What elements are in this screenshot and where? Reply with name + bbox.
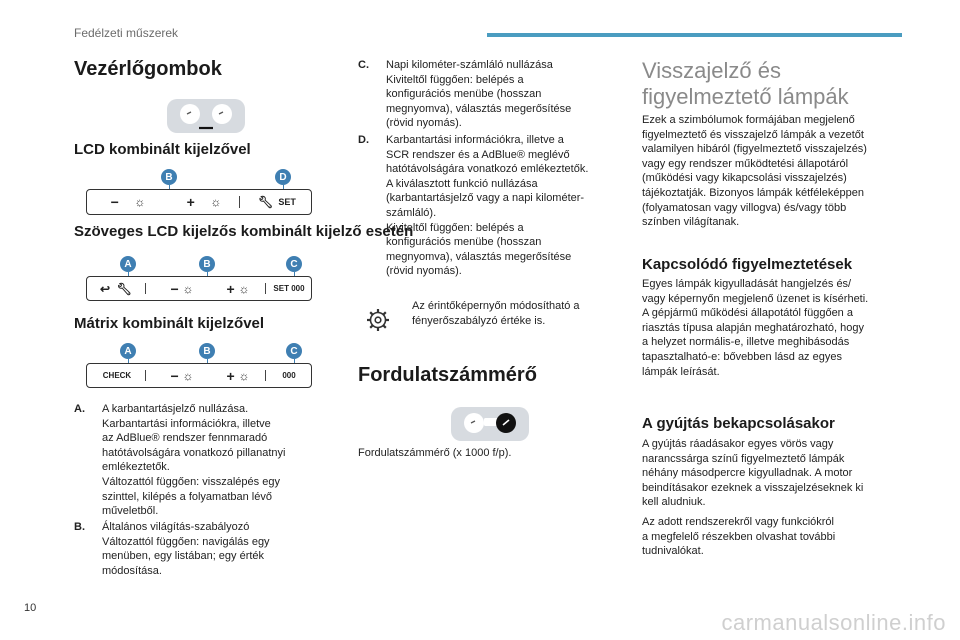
brightness-down-button[interactable]: − ☼ [170, 280, 194, 297]
trip-reset-button[interactable]: SET 000 [273, 284, 305, 293]
ignition-further-info: Az adott rendszerekről vagy funkciókról a megfelelő részekben olvashat további tudnivalókat. [642, 516, 836, 558]
badge-c: C [286, 256, 302, 272]
trip-reset-button[interactable]: 000 [282, 371, 296, 380]
sun-icon: ☼ [134, 195, 146, 209]
sun-icon: ☼ [182, 281, 194, 296]
section-title-controls: Vezérlőgombok [74, 58, 222, 80]
set-button[interactable]: 🔧︎ SET [258, 195, 296, 209]
wrench-icon: 🔧︎ [258, 195, 274, 209]
subtitle-lcd: LCD kombinált kijelzővel [74, 141, 251, 158]
list-item: A. A karbantartásjelző nullázása. Karbantartási információkra, illetve az AdBlue® rendszer fennmaradó hatótávolságára vonatkozó pillanatnyi emlékeztetők. Változattól függően: visszalépés egy szinttel, kilépés a folyamatban lévő műveletből. [74, 403, 286, 518]
plus-icon: + [186, 194, 195, 210]
return-arrow-icon: ↩ [100, 281, 111, 296]
brightness-down-button[interactable] [93, 190, 163, 214]
section-title-indicators: Visszajelző és figyelmeztető lámpák [642, 58, 849, 109]
minus-icon: − [110, 194, 119, 210]
tachometer-cluster-icon [450, 406, 530, 442]
badge-a: A [120, 343, 136, 359]
sun-icon: ☼ [238, 368, 250, 383]
related-warnings-text: Egyes lámpák kigyulladását hangjelzés és/ vagy képernyőn megjelenő üzenet is kísérheti. A gépjármű működési állapotától függően a riasztás típusa alapján meghatározható, hogy a helyzet normális-e, illetve meghibásodás tapasztalható-e: bővebben lásd az egyes lámpák leírását. [642, 278, 869, 378]
touchscreen-note: Az érintőképernyőn módosítható a fényerőszabályzó értéke is. [412, 300, 580, 327]
subtitle-related-warnings: Kapcsolódó figyelmeztetések [642, 256, 853, 273]
matrix-control-panel [86, 343, 312, 389]
badge-b: B [161, 169, 177, 185]
indicators-intro: Ezek a szimbólumok formájában megjelenő figyelmeztető és visszajelző lámpák a vezetőt valamilyen hibáról (figyelmeztető visszajelzés) vagy egy rendszer működtetési állapotáról (működési vagy kikapcsolási visszajelzés) tájékoztatják. Bizonyos lámpák kétféleképpen (folyamatosan vagy villogva) és/vagy több színben világítanak. [642, 114, 867, 229]
brightness-down-button[interactable]: − ☼ [170, 367, 194, 384]
badge-d: D [275, 169, 291, 185]
list-item: C. Napi kilométer-számláló nullázása Kiviteltől függően: belépés a konfigurációs menübe (hosszan megnyomva), választás megerősítése (rövid nyomás). [358, 59, 572, 130]
instrument-cluster-icon [166, 98, 246, 134]
subtitle-text-lcd: Szöveges LCD kijelzős kombinált kijelző esetén [74, 223, 414, 240]
section-title-tachometer: Fordulatszámmérő [358, 364, 537, 386]
gear-icon [366, 308, 390, 332]
brightness-up-button[interactable]: + ☼ [226, 280, 250, 297]
list-item: B. Általános világítás-szabályozó Változattól függően: navigálás egy menüben, egy listában; egy érték módosítása. [74, 521, 270, 577]
badge-a: A [120, 256, 136, 272]
page-number: 10 [24, 602, 37, 614]
badge-b: B [199, 256, 215, 272]
sun-icon: ☼ [182, 368, 194, 383]
wrench-icon: 🔧︎ [116, 281, 132, 296]
ignition-text: A gyújtás ráadásakor egyes vörös vagy narancssárga színű figyelmeztető lámpák néhány másodpercre kigyulladnak. A motor beindításakor ezeknek a visszajelzéseknek ki kell aludniuk. [642, 438, 864, 509]
header-accent-bar [487, 33, 902, 37]
lcd-control-panel [86, 166, 312, 220]
list-item: D. Karbantartási információkra, illetve a SCR rendszer és a AdBlue® meglévő hatótávolságára vonatkozó emlékeztetők. A kiválasztott funkció nullázása (karbantartásjelző vagy a napi kilométer- számláló). Kiviteltől függően: belépés a konfigurációs menübe (hosszan megnyomva), választás megerősítése (rövid nyomás). [358, 134, 589, 278]
text-lcd-control-panel [86, 256, 312, 302]
brightness-up-button[interactable] [171, 190, 237, 214]
subtitle-ignition: A gyújtás bekapcsolásakor [642, 415, 835, 432]
tachometer-caption: Fordulatszámmérő (x 1000 f/p). [358, 447, 512, 459]
check-button[interactable]: CHECK [102, 371, 132, 380]
badge-c: C [286, 343, 302, 359]
brightness-up-button[interactable]: + ☼ [226, 367, 250, 384]
back-button[interactable] [91, 277, 141, 300]
running-header: Fedélzeti műszerek [74, 26, 179, 40]
sun-icon: ☼ [238, 281, 250, 296]
subtitle-matrix: Mátrix kombinált kijelzővel [74, 315, 265, 332]
badge-b: B [199, 343, 215, 359]
watermark: carmanualsonline.info [721, 610, 946, 635]
sun-icon: ☼ [210, 195, 222, 209]
